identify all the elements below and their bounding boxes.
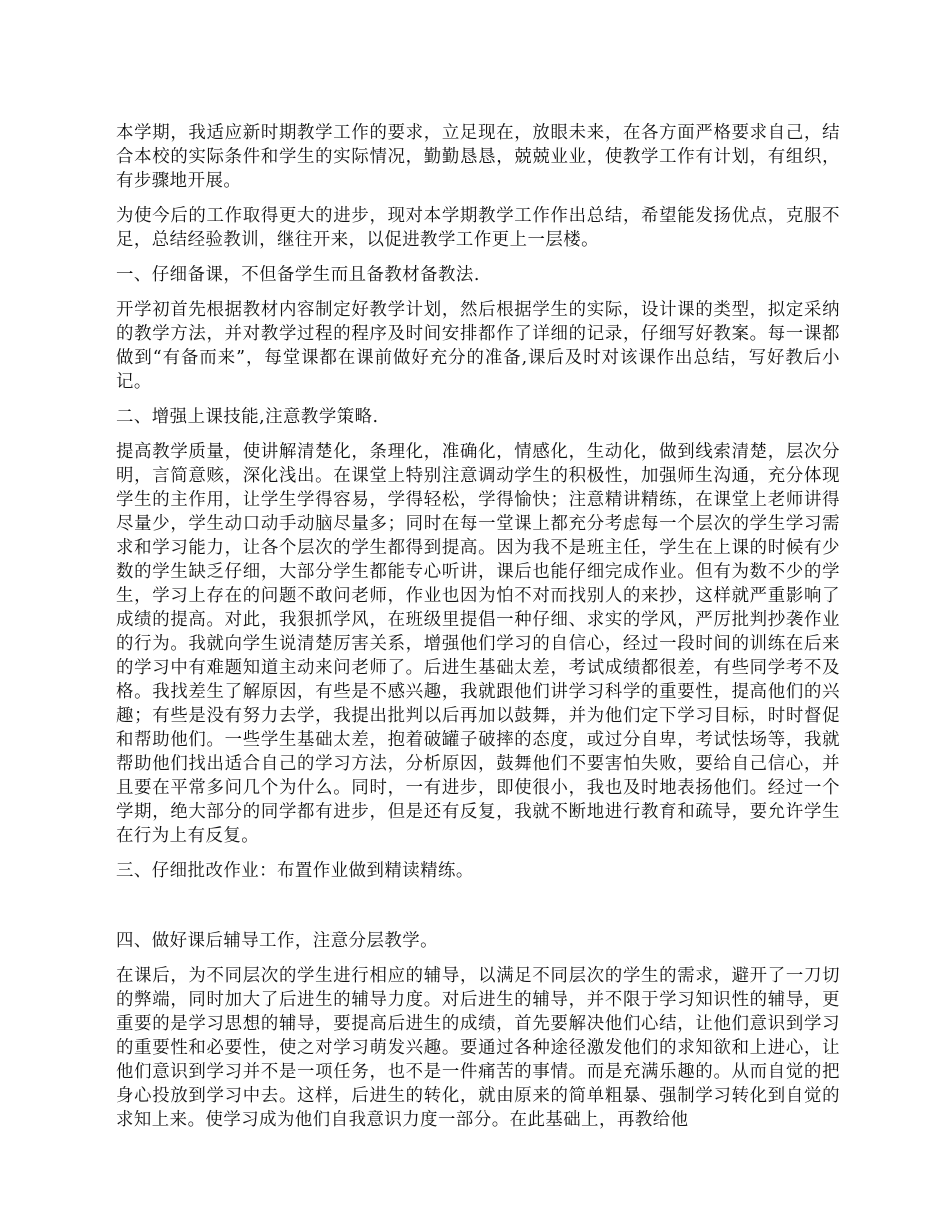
- section-heading-1: 一、仔细备课，不但备学生而且备教材备教法.: [116, 265, 480, 285]
- section-heading-2: 二、增强上课技能,注意教学策略.: [116, 407, 379, 427]
- section-heading-4: 四、做好课后辅导工作，注意分层教学。: [116, 931, 439, 951]
- section-heading-3: 三、仔细批改作业：布置作业做到精读精练。: [116, 861, 474, 881]
- document-body: [116, 121, 840, 1143]
- paragraph-purpose: 为使今后的工作取得更大的进步，现对本学期教学工作作出总结，希望能发扬优点，克服不足，总结经验教训，继往开来，以促进教学工作更上一层楼。: [116, 206, 840, 250]
- paragraph-lesson-prep: 开学初首先根据教材内容制定好教学计划，然后根据学生的实际，设计课的类型，拟定采纳的教学方法，并对教学过程的程序及时间安排都作了详细的记录，仔细写好教案。每一课都做到“有备而来”，每堂课都在课前做好充分的准备,课后及时对该课作出总结，写好教后小记。: [116, 300, 840, 392]
- paragraph-tutoring: 在课后，为不同层次的学生进行相应的辅导，以满足不同层次的学生的需求，避开了一刀切的弊端，同时加大了后进生的辅导力度。对后进生的辅导，并不限于学习知识性的辅导，更重要的是学习思想的辅导，要提高后进生的成绩，首先要解决他们心结，让他们意识到学习的重要性和必要性，使之对学习萌发兴趣。要通过各种途径激发他们的求知欲和上进心，让他们意识到学习并不是一项任务，也不是一件痛苦的事情。而是充满乐趣的。从而自觉的把身心投放到学习中去。这样，后进生的转化，就由原来的简单粗暴、强制学习转化到自觉的求知上来。使学习成为他们自我意识力度一部分。在此基础上，再教给他: [116, 966, 840, 1130]
- paragraph-teaching-skills: 提高教学质量，使讲解清楚化，条理化，准确化，情感化，生动化，做到线索清楚，层次分明，言简意赅，深化浅出。在课堂上特别注意调动学生的积极性，加强师生沟通，充分体现学生的主作用，让学生学得容易，学得轻松，学得愉快；注意精讲精练，在课堂上老师讲得尽量少，学生动口动手动脑尽量多；同时在每一堂课上都充分考虑每一个层次的学生学习需求和学习能力，让各个层次的学生都得到提高。因为我不是班主任，学生在上课的时候有少数的学生缺乏仔细，大部分学生都能专心听讲，课后也能仔细完成作业。但有为数不少的学生，学习上存在的问题不敢问老师，作业也因为怕不对而找别人的来抄，这样就严重影响了成绩的提高。对此，我狠抓学风，在班级里提倡一种仔细、求实的学风，严厉批判抄袭作业的行为。我就向学生说清楚厉害关系，增强他们学习的自信心，经过一段时间的训练在后来的学习中有难题知道主动来问老师了。后进生基础太差，考试成绩都很差，有些同学考不及格。我找差生了解原因，有些是不感兴趣，我就跟他们讲学习科学的重要性，提高他们的兴趣；有些是没有努力去学，我提出批判以后再加以鼓舞，并为他们定下学习目标，时时督促和帮助他们。一些学生基础太差，抱着破罐子破摔的态度，或过分自卑，考试怯场等，我就帮助他们找出适合自己的学习方法，分析原因，鼓舞他们不要害怕失败，要给自己信心，并且要在平常多问几个为什么。同时，一有进步，即使很小，我也及时地表扬他们。经过一个学期，绝大部分的同学都有进步，但是还有反复，我就不断地进行教育和疏导，要允许学生在行为上有反复。: [116, 442, 840, 846]
- paragraph-intro: 本学期，我适应新时期教学工作的要求，立足现在，放眼未来，在各方面严格要求自己，结合本校的实际条件和学生的实际情况，勤勤恳恳，兢兢业业，使教学工作有计划，有组织，有步骤地开展。: [116, 123, 840, 191]
